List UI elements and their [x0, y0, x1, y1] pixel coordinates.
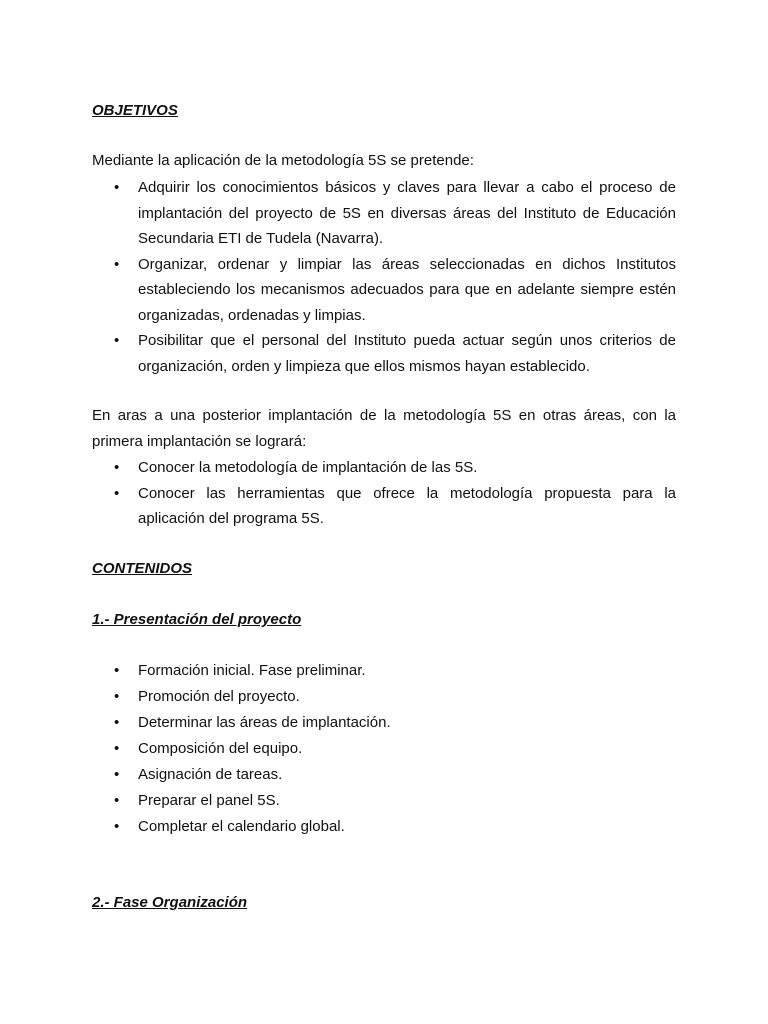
- list-item: [92, 736, 676, 762]
- bullet-icon: •: [114, 766, 120, 783]
- list-item-text: Adquirir los conocimientos básicos y claves para llevar a cabo el proceso de implantación del proyecto de 5S en diversas áreas del Instituto de Educación Secundaria ETI de Tudela (Navarra).: [138, 179, 676, 247]
- list-item-text: Preparar el panel 5S.: [138, 792, 280, 809]
- list-item: [92, 658, 676, 684]
- list-item: [92, 788, 676, 814]
- bullet-icon: •: [114, 255, 120, 273]
- list-item: [92, 710, 676, 736]
- bullet-icon: •: [114, 688, 120, 705]
- list-item-text: Asignación de tareas.: [138, 766, 283, 783]
- bullet-icon: •: [114, 662, 120, 679]
- list-item: [92, 684, 676, 710]
- bullet-icon: •: [114, 484, 120, 502]
- list-item: [92, 455, 676, 481]
- list-item-text: Completar el calendario global.: [138, 818, 345, 835]
- bullet-icon: •: [114, 818, 120, 835]
- contenidos-heading: CONTENIDOS: [92, 560, 193, 577]
- bullet-icon: •: [114, 740, 120, 757]
- objetivos-list: [92, 175, 676, 379]
- objetivos-paragraph-2: En aras a una posterior implantación de la metodología 5S en otras áreas, con la primera implantación se logrará:: [92, 407, 676, 450]
- list-item: [92, 252, 676, 329]
- list-item: [92, 481, 676, 532]
- list-item-text: Determinar las áreas de implantación.: [138, 714, 391, 731]
- section-1-heading: 1.- Presentación del proyecto: [92, 611, 302, 628]
- section-1-list: [92, 658, 676, 840]
- bullet-icon: •: [114, 459, 120, 476]
- objetivos-intro: Mediante la aplicación de la metodología 5S se pretende:: [92, 152, 474, 169]
- list-item-text: Posibilitar que el personal del Instituto pueda actuar según unos criterios de organización, orden y limpieza que ellos mismos hayan establecido.: [138, 332, 676, 375]
- document-page: [92, 0, 676, 1024]
- list-item-text: Formación inicial. Fase preliminar.: [138, 662, 366, 679]
- list-item-text: Promoción del proyecto.: [138, 688, 300, 705]
- list-item: [92, 762, 676, 788]
- objetivos-heading: OBJETIVOS: [92, 102, 178, 119]
- list-item-text: Conocer la metodología de implantación de las 5S.: [138, 459, 478, 476]
- bullet-icon: •: [114, 714, 120, 731]
- list-item: [92, 814, 676, 840]
- section-2-heading: 2.- Fase Organización: [92, 894, 248, 911]
- bullet-icon: •: [114, 792, 120, 809]
- list-item-text: Conocer las herramientas que ofrece la metodología propuesta para la aplicación del programa 5S.: [138, 484, 676, 527]
- list-item-text: Organizar, ordenar y limpiar las áreas seleccionadas en dichos Institutos estableciendo los mecanismos adecuados para que en adelante siempre estén organizadas, ordenadas y limpias.: [138, 255, 676, 324]
- list-item: [92, 328, 676, 379]
- list-item: [92, 175, 676, 252]
- bullet-icon: •: [114, 332, 120, 349]
- objetivos-list-2: [92, 455, 676, 532]
- bullet-icon: •: [114, 179, 120, 196]
- list-item-text: Composición del equipo.: [138, 740, 303, 757]
